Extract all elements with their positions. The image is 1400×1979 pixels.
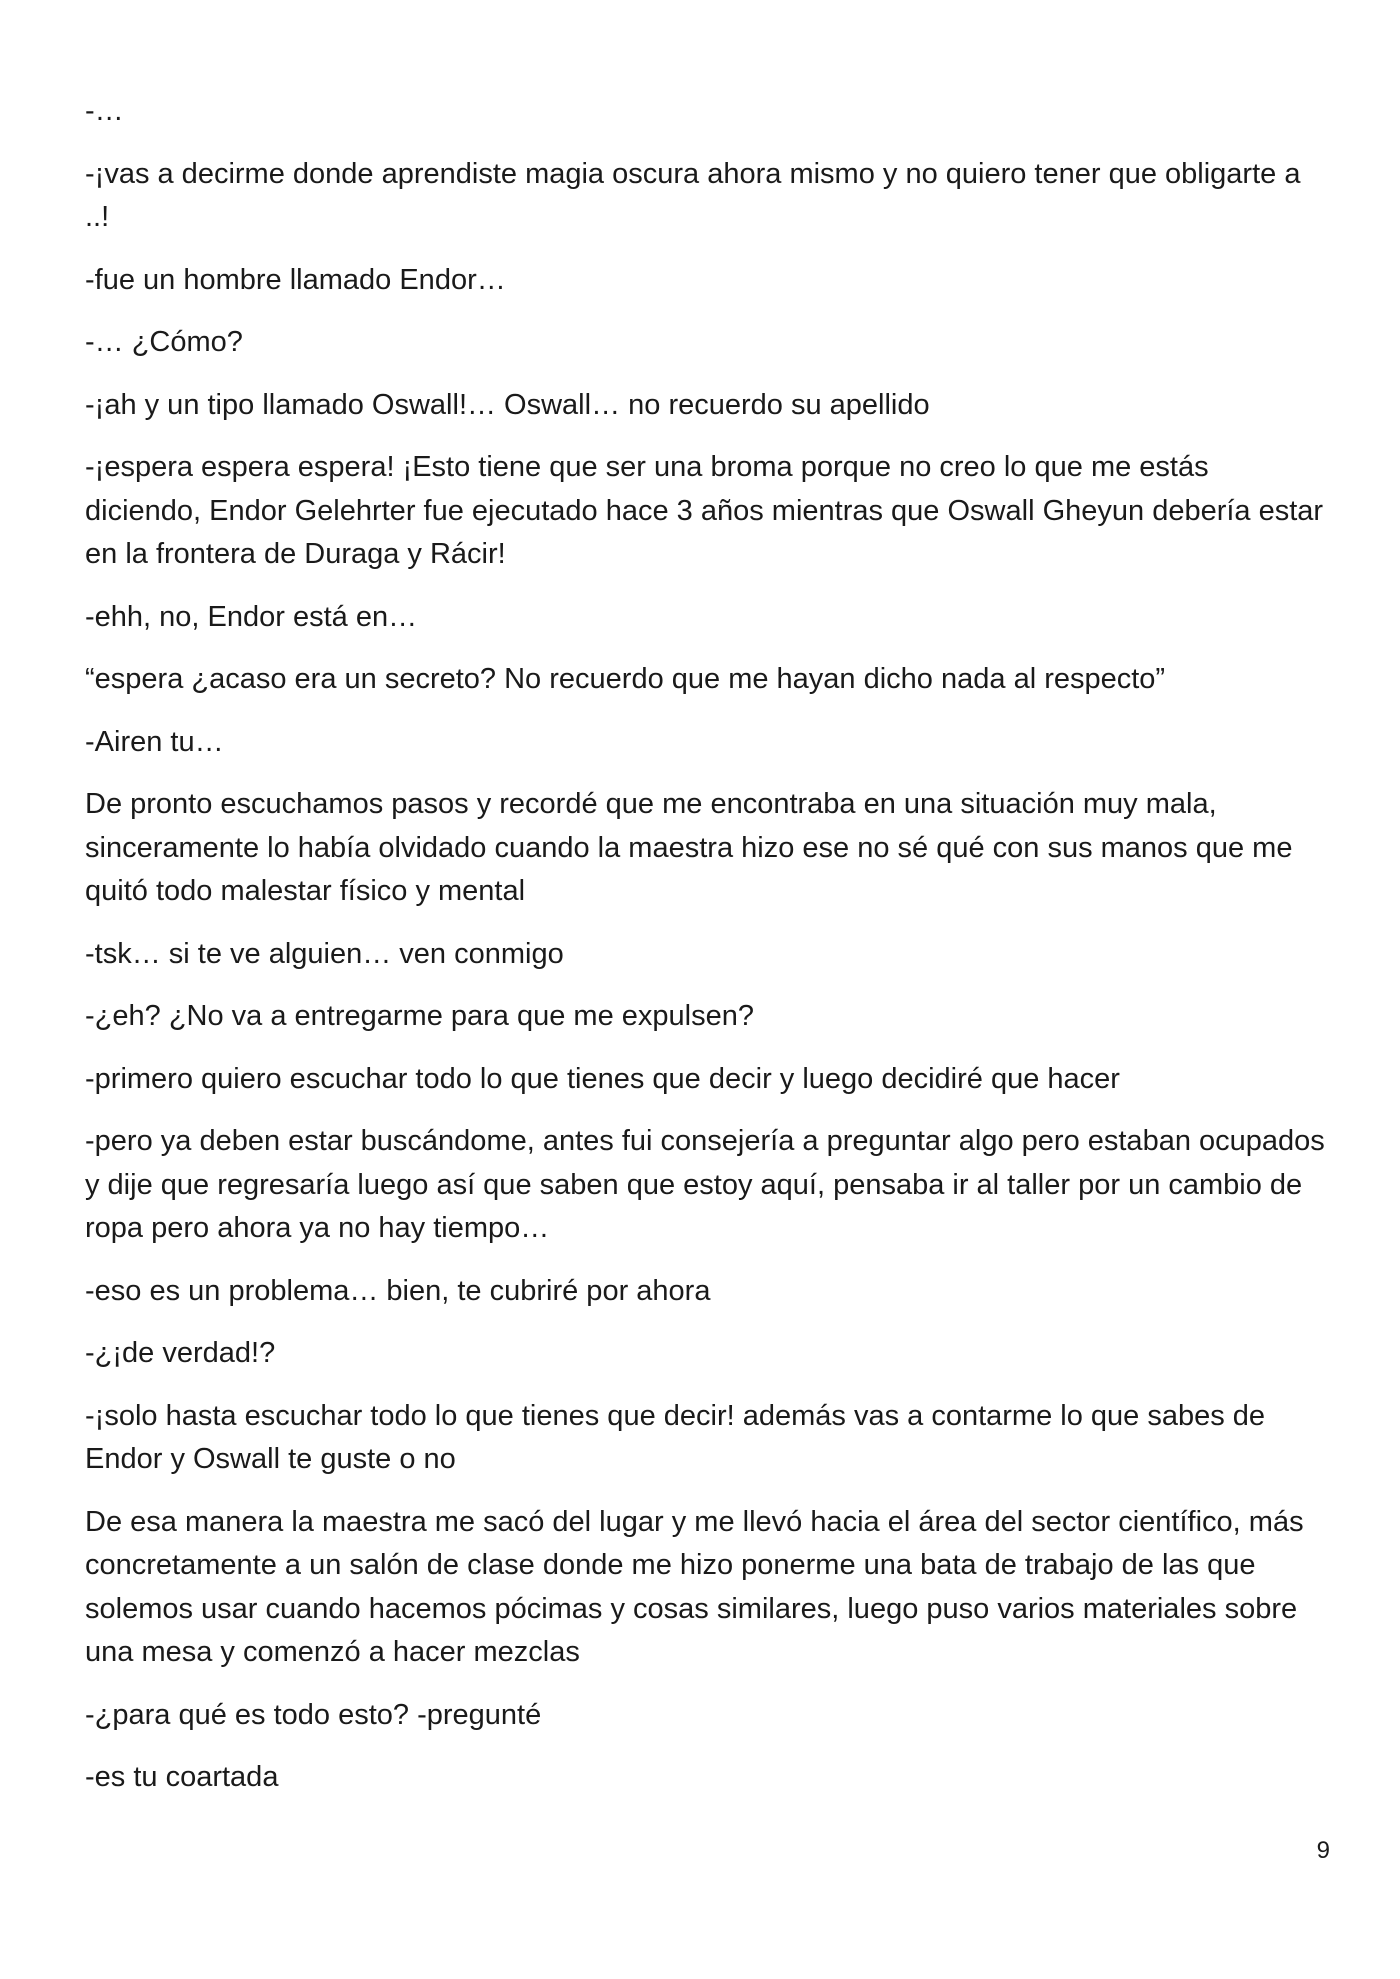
paragraph: -es tu coartada: [85, 1761, 279, 1793]
paragraph: -¡solo hasta escuchar todo lo que tienes que decir! además vas a contarme lo que sabes de Endor y Oswall te guste o no: [85, 1399, 1266, 1475]
paragraph: -fue un hombre llamado Endor…: [85, 263, 506, 296]
paragraph: -pero ya deben estar buscándome, antes fui consejería a preguntar algo pero estaban ocupados y dije que regresaría luego así que saben que estoy aquí, pensaba ir al taller por un cambio de ropa pero ahora ya no hay tiempo…: [85, 1125, 1325, 1244]
paragraph: De esa manera la maestra me sacó del lugar y me llevó hacia el área del sector científico, más concretamente a un salón de clase donde me hizo ponerme una bata de trabajo de las que solemos usar cuando hacemos pócimas y cosas similares, luego puso varios materiales sobre una mesa y comenzó a hacer mezclas: [85, 1505, 1304, 1668]
paragraph: -¿¡de verdad!?: [85, 1337, 276, 1369]
paragraph: -primero quiero escuchar todo lo que tienes que decir y luego decidiré que hacer: [85, 1062, 1120, 1095]
document-body: [85, 90, 1330, 1819]
paragraph: -¡ah y un tipo llamado Oswall!… Oswall… no recuerdo su apellido: [85, 388, 930, 421]
paragraph: -¡espera espera espera! ¡Esto tiene que ser una broma porque no creo lo que me estás diciendo, Endor Gelehrter fue ejecutado hace 3 años mientras que Oswall Gheyun debería estar en la frontera de Duraga y Rácir!: [85, 451, 1324, 570]
paragraph: -Airen tu…: [85, 725, 224, 758]
page-number: 9: [1316, 1837, 1330, 1864]
paragraph: -ehh, no, Endor está en…: [85, 600, 418, 633]
paragraph: -tsk… si te ve alguien… ven conmigo: [85, 937, 564, 970]
paragraph: -¿eh? ¿No va a entregarme para que me expulsen?: [85, 1000, 754, 1032]
paragraph: -… ¿Cómo?: [85, 326, 243, 358]
paragraph: “espera ¿acaso era un secreto? No recuerdo que me hayan dicho nada al respecto”: [85, 663, 1166, 695]
paragraph: De pronto escuchamos pasos y recordé que me encontraba en una situación muy mala, sinceramente lo había olvidado cuando la maestra hizo ese no sé qué con sus manos que me quitó todo malestar físico y mental: [85, 788, 1293, 907]
paragraph: -¡vas a decirme donde aprendiste magia oscura ahora mismo y no quiero tener que obligarte a ..!: [85, 157, 1301, 233]
paragraph: -…: [85, 95, 124, 127]
paragraph: -eso es un problema… bien, te cubriré por ahora: [85, 1274, 711, 1307]
paragraph: -¿para qué es todo esto? -pregunté: [85, 1698, 542, 1731]
